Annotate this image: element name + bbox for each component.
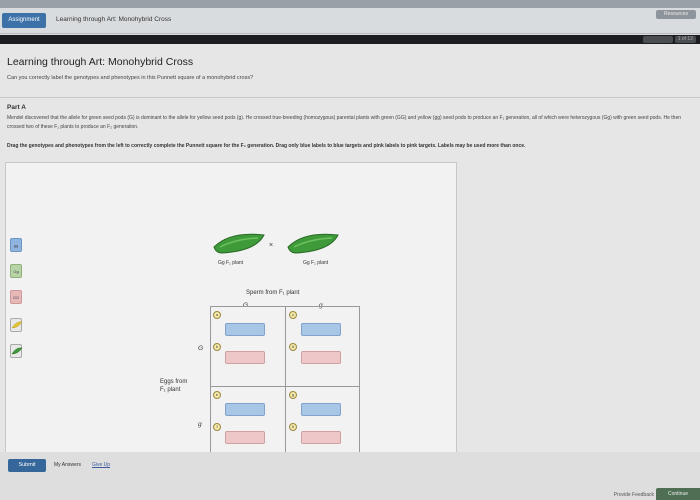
marker-f: f <box>213 423 221 431</box>
label-chip-GG[interactable]: GG <box>10 290 22 304</box>
target-a-blue[interactable] <box>225 323 265 336</box>
grid-divider-horizontal <box>211 386 359 387</box>
green-pod-left-icon <box>212 229 268 257</box>
target-d-pink[interactable] <box>301 351 341 364</box>
resources-button[interactable]: Resources <box>656 10 696 19</box>
yellow-pod-icon <box>11 319 23 331</box>
green-pod-icon <box>11 345 23 357</box>
marker-e: e <box>213 391 221 399</box>
marker-b: b <box>213 343 221 351</box>
target-c-blue[interactable] <box>301 323 341 336</box>
content-area <box>0 44 700 500</box>
page-title: Learning through Art: Monohybrid Cross <box>7 56 194 68</box>
sperm-allele-g: g <box>319 302 323 309</box>
label-chip-Gg[interactable]: Gg <box>10 264 22 278</box>
target-f-pink[interactable] <box>225 431 265 444</box>
cross-symbol: × <box>269 242 274 249</box>
label-chip-green-pod[interactable] <box>10 344 22 358</box>
marker-a: a <box>213 311 221 319</box>
assignment-title: Learning through Art: Monohybrid Cross <box>56 16 172 23</box>
footer <box>0 452 700 500</box>
page-subtitle: Can you correctly label the genotypes and phenotypes in this Punnett square of a monohybrid cross? <box>7 75 254 81</box>
drag-drop-panel <box>5 162 457 477</box>
egg-allele-G: G <box>198 345 204 352</box>
problem-paragraph: Mendel discovered that the allele for green seed pods (G) is dominant to the allele for yellow seed pods (g). He crossed true-breeding (homozygous) parental plants with green (GG) and yellow (gg) seed pods to produce an F₁ generation, all of which were heterozygous (Gg) with green seed pods. He then crossed two of these F₁ plants to produce an F₂ generation. <box>7 115 681 130</box>
eggs-label <box>160 378 187 394</box>
punnett-square <box>210 306 360 466</box>
plant-right-label: Gg F₁ plant <box>303 260 329 266</box>
sperm-allele-G: G <box>243 302 249 309</box>
page-count: 1 of 12 <box>675 36 696 43</box>
divider <box>0 97 700 98</box>
eggs-label-line1: Eggs from <box>160 379 188 385</box>
marker-g: g <box>289 391 297 399</box>
provide-feedback-link[interactable]: Provide Feedback <box>613 492 654 498</box>
green-pod-right-icon <box>286 229 342 257</box>
my-answers-link[interactable]: My Answers <box>54 462 81 468</box>
plant-left-label: Gg F₁ plant <box>218 260 244 266</box>
browser-chrome <box>0 0 700 8</box>
part-label: Part A <box>7 104 26 111</box>
target-e-blue[interactable] <box>225 403 265 416</box>
marker-h: h <box>289 423 297 431</box>
marker-d: d <box>289 343 297 351</box>
pager <box>643 36 696 43</box>
target-b-pink[interactable] <box>225 351 265 364</box>
nav-strip <box>0 35 700 44</box>
continue-button[interactable]: Continue <box>656 488 700 500</box>
assignment-button[interactable]: Assignment <box>2 13 46 28</box>
submit-button[interactable]: Submit <box>8 459 46 472</box>
target-g-blue[interactable] <box>301 403 341 416</box>
target-h-pink[interactable] <box>301 431 341 444</box>
marker-c: c <box>289 311 297 319</box>
label-chip-yellow-pod[interactable] <box>10 318 22 332</box>
egg-allele-g: g <box>198 421 202 428</box>
give-up-link[interactable]: Give Up <box>92 462 111 468</box>
previous-button[interactable] <box>643 36 673 43</box>
label-chip-gg[interactable]: gg <box>10 238 22 252</box>
instructions: Drag the genotypes and phenotypes from the left to correctly complete the Punnett square for the F₂ generation. Drag only blue labels to blue targets and pink labels to pink targets. Labels may be used more than once. <box>7 143 526 149</box>
assignment-header <box>0 8 700 34</box>
eggs-label-line2: F₁ plant <box>160 387 181 393</box>
sperm-label: Sperm from F₁ plant <box>246 290 300 296</box>
